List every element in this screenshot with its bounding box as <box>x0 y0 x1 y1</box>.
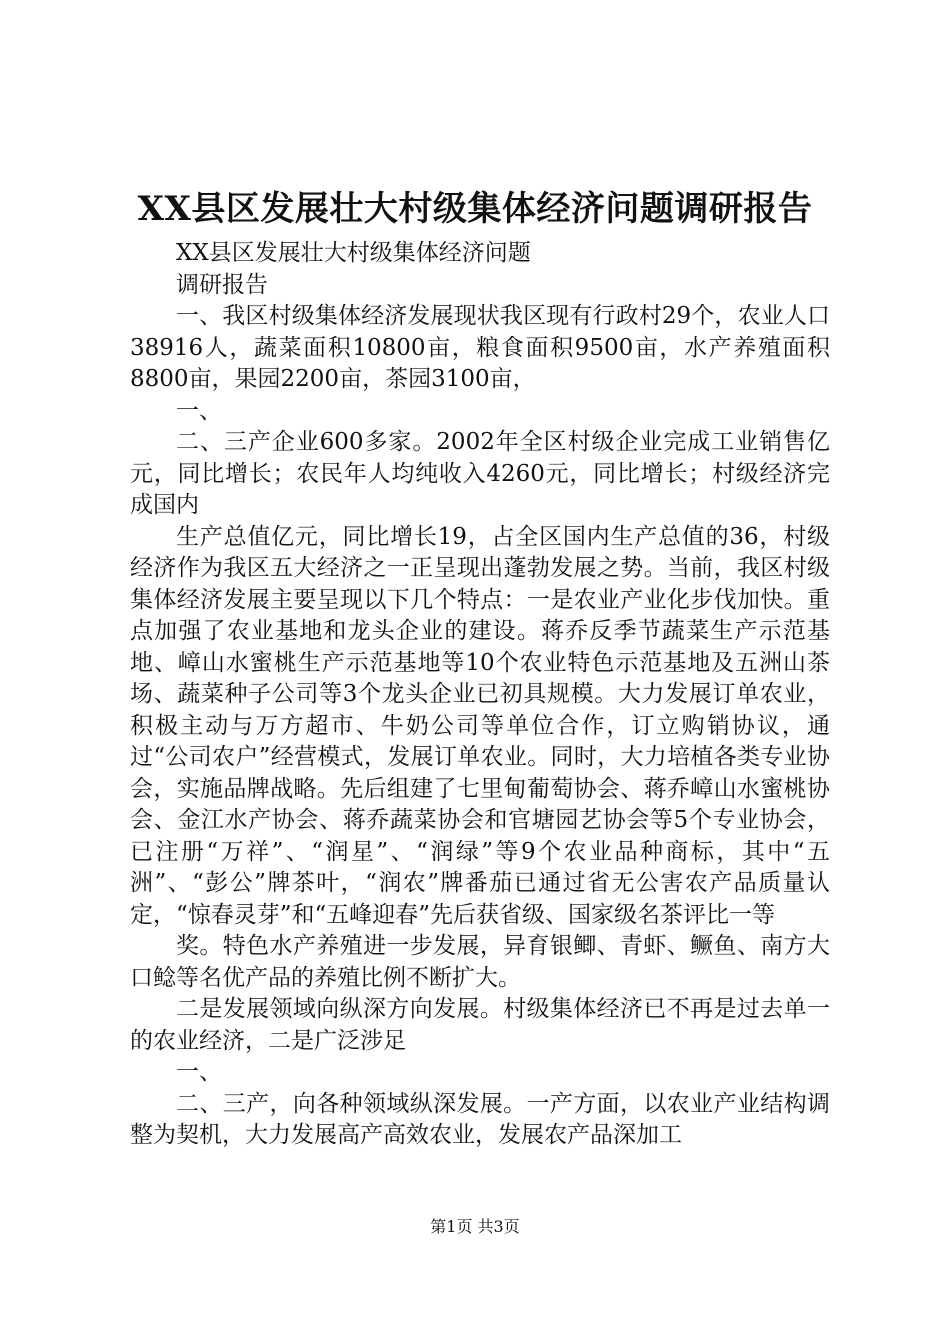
paragraph: 一、 <box>176 397 222 424</box>
paragraph: 二是发展领域向纵深方向发展。村级集体经济已不再是过去单一的农业经济，二是广泛涉足 <box>130 996 830 1054</box>
paragraph-subtitle-1: XX县区发展壮大村级集体经济问题 <box>176 240 531 266</box>
paragraph: 生产总值亿元，同比增长19，占全区国内生产总值的36，村级经济作为我区五大经济之一正呈现出蓬勃发展之势。当前，我区村级集体经济发展主要呈现以下几个特点：一是农业产业化步伐加快。重点加强了农业基地和龙头企业的建设。蒋乔反季节蔬菜生产示范基地、嶂山水蜜桃生产示范基地等10个农业特色示范基地及五洲山茶场、蔬菜种子公司等3个龙头企业已初具规模。大力发展订单农业，积极主动与万方超市、牛奶公司等单位合作，订立购销协议，通过“公司农户”经营模式，发展订单农业。同时，大力培植各类专业协会，实施品牌战略。先后组建了七里甸葡萄协会、蒋乔嶂山水蜜桃协会、金江水产协会、蒋乔蔬菜协会和官塘园艺协会等5个专业协会，已注册“万祥”、“润星”、“润绿”等9个农业品种商标，其中“五洲”、“彭公”牌茶叶，“润农”牌番茄已通过省无公害农产品质量认定，“惊春灵芽”和“五峰迎春”先后获省级、国家级名茶评比一等 <box>130 523 830 928</box>
page-footer: 第1页 共3页 <box>430 1217 520 1236</box>
document-body <box>130 238 830 1152</box>
paragraph-subtitle-2: 调研报告 <box>176 271 268 298</box>
paragraph: 二、三产企业600多家。2002年全区村级企业完成工业销售亿元，同比增长；农民年人均纯收入4260元，同比增长；村级经济完成国内 <box>130 429 830 518</box>
paragraph: 一、我区村级集体经济发展现状我区现有行政村29个，农业人口38916人，蔬菜面积10800亩，粮食面积9500亩，水产养殖面积8800亩，果园2200亩，茶园3100亩， <box>130 303 830 392</box>
paragraph: 一、 <box>176 1059 222 1085</box>
paragraph: 二、三产，向各种领域纵深发展。一产方面，以农业产业结构调整为契机，大力发展高产高效农业，发展农产品深加工 <box>130 1090 830 1148</box>
document-title: XX县区发展壮大村级集体经济问题调研报告 <box>137 189 813 229</box>
paragraph: 奖。特色水产养殖进一步发展，异育银鲫、青虾、鳜鱼、南方大口鲶等名优产品的养殖比例不断扩大。 <box>130 933 830 991</box>
